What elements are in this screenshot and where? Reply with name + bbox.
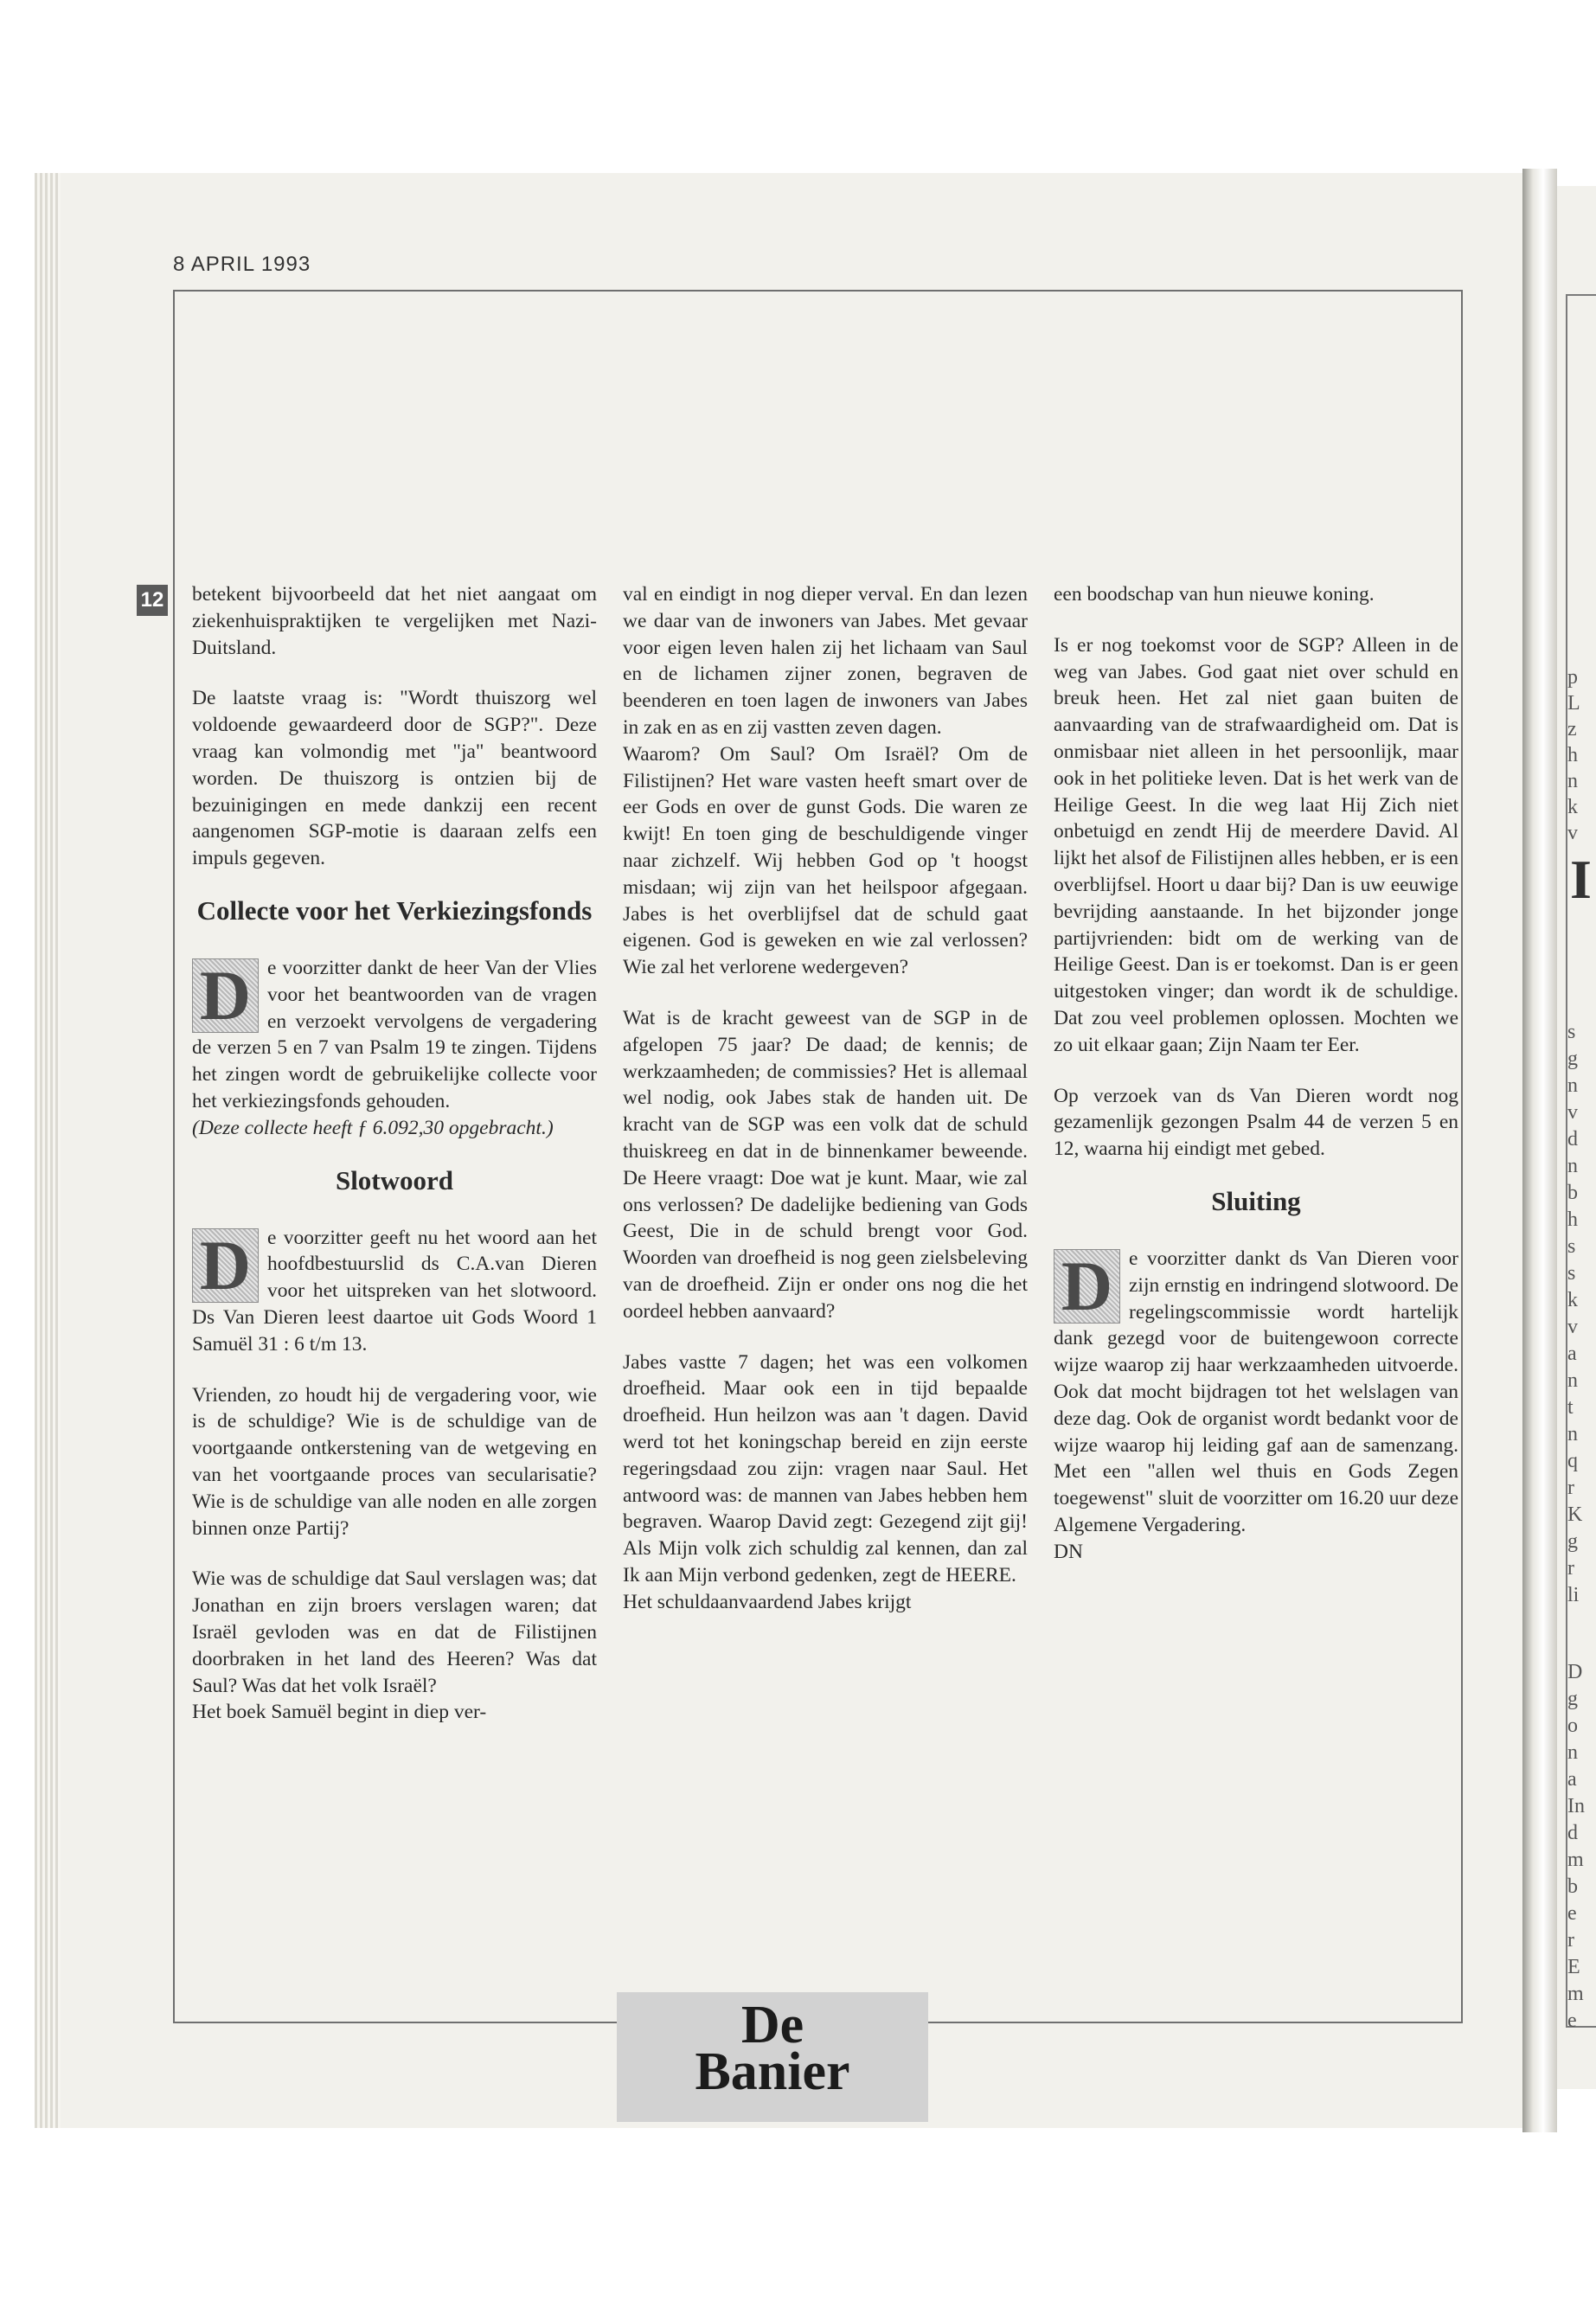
next-page-fragment: v xyxy=(1567,1101,1578,1124)
next-page-fragment: r xyxy=(1567,1929,1574,1952)
paragraph: e voorzitter dankt ds Van Dieren voor zijn ernstig en indringend slotwoord. De regelingscommissie wordt hartelijk dank gezegd voor de buitengewoon correcte wijze waarop zij haar werkzaamheden uitvoerde. Ook dat mocht bijdragen tot het welslagen van deze dag. Ook de organist wordt bedankt voor de wijze waarop hij leiding gaf aan de samenzang. Met een "allen wel thuis en Gods Zegen toegewenst" sluit de voorzitter om 16.20 uur deze Algemene Vergadering. xyxy=(1054,1247,1458,1536)
next-page-fragment: o xyxy=(1567,1715,1578,1737)
next-page-fragment: n xyxy=(1567,1074,1578,1097)
drop-cap: D xyxy=(1054,1249,1120,1324)
next-page-fragment: q xyxy=(1567,1450,1578,1472)
next-page-fragment: e xyxy=(1567,2009,1577,2032)
next-page-fragment: s xyxy=(1567,1262,1576,1285)
paragraph: val en eindigt in nog dieper verval. En dan lezen we daar van de inwoners van Jabes. Met gevaar voor eigen leven halen zij het lichaam van Saul en de lichamen zijner zonen, begraven de beenderen en toen lagen de inwoners van Jabes in zak en as en zij vastten zeven dagen. xyxy=(623,583,1028,739)
next-page-initial: I xyxy=(1570,849,1592,910)
drop-cap: D xyxy=(192,1228,259,1303)
next-page-fragment: b xyxy=(1567,1182,1578,1204)
paragraph: een boodschap van hun nieuwe koning. xyxy=(1054,583,1375,606)
column-1 xyxy=(192,581,597,1726)
next-page-fragment: z xyxy=(1567,718,1577,740)
next-page-fragment: n xyxy=(1567,1155,1578,1177)
next-page-fragment: v xyxy=(1567,1316,1578,1338)
next-page-fragment: k xyxy=(1567,796,1578,818)
column-3 xyxy=(1054,581,1458,1566)
paragraph: Het boek Samuël begint in diep ver- xyxy=(192,1701,487,1724)
column-2 xyxy=(623,581,1028,1615)
next-page-fragment: g xyxy=(1567,1688,1578,1710)
next-page-fragment: L xyxy=(1567,692,1580,715)
next-page-fragment: li xyxy=(1567,1584,1580,1606)
next-page-fragment: n xyxy=(1567,1741,1578,1764)
paragraph: e voorzitter geeft nu het woord aan het hoofdbestuurslid ds C.A.van Dieren voor het uitspreken van het slotwoord. Ds Van Dieren leest daartoe uit Gods Woord 1 Samuël 31 : 6 t/m 13. xyxy=(192,1226,597,1356)
next-page-fragment: r xyxy=(1567,1557,1574,1580)
paragraph: Vrienden, zo houdt hij de vergadering voor, wie is de schuldige? Wie is de schuldige van de voortgaande ontkerstening van de wetgeving en van het voortgaande proces van secularisatie? Wie is de schuldige van alle noden en alle zorgen binnen onze Partij? xyxy=(192,1383,597,1540)
paragraph: e voorzitter dankt de heer Van der Vlies voor het beantwoorden van de vragen en verzoekt vervolgens de vergadering de verzen 5 en 7 van Psalm 19 te zingen. Tijdens het zingen wordt de gebruikelijke collecte voor het verkiezingsfonds gehouden. xyxy=(192,956,597,1112)
book-binding xyxy=(1522,169,1557,2132)
next-page-fragment: K xyxy=(1567,1503,1583,1526)
next-page-fragment: d xyxy=(1567,1822,1578,1844)
paragraph: Waarom? Om Saul? Om Israël? Om de Filistijnen? Het ware vasten heeft smart over de eer Gods en over de gunst Gods. Die waren ze kwijt! En toen ging de beschuldigende vinger naar zichzelf. Wij hebben God op 't hoogst misdaan; wij zijn van het heilspoor afgegaan. Jabes is het overblijfsel dat de schuld gaat eigenen. God is geweken en wie zal verlossen? Wie zal het verlorene wedergeven? xyxy=(623,742,1028,979)
page-number: 12 xyxy=(137,585,168,616)
paragraph: De laatste vraag is: "Wordt thuiszorg wel voldoende gewaardeerd door de SGP?". Deze vraag kan volmondig met "ja" beantwoord worden. De thuiszorg is ontzien bij de bezuinigingen en mede dankzij een recent aangenomen SGP-motie is daaraan zelfs een impuls gegeven. xyxy=(192,687,597,870)
next-page-fragment: d xyxy=(1567,1128,1578,1150)
heading-collecte: Collecte voor het Verkiezingsfonds xyxy=(196,894,593,926)
next-page-fragment: t xyxy=(1567,1396,1574,1419)
paragraph: Wat is de kracht geweest van de SGP in de afgelopen 75 jaar? De daad; de kennis; de werkzaamheden; de commissies? Het is allemaal wel nodig, ook Jabes stak de handen uit. De kracht van de SGP was een volk dat de schuld thuiskreeg en dat in de binnenkamer beweende. De Heere vraagt: Doe wat je kunt. Maar, wie zal ons verlossen? De dadelijke bediening van Gods Geest, Die in de schuld brengt voor God. Woorden van droefheid is nog geen zielsbeleving van de droefheid. Zijn er onder ons nog die het oordeel hebben aanvaard? xyxy=(623,1006,1028,1323)
issue-date: 8 APRIL 1993 xyxy=(173,253,311,276)
next-page-fragment: D xyxy=(1567,1661,1583,1683)
next-page-fragment: n xyxy=(1567,1423,1578,1445)
next-page-fragment: m xyxy=(1567,1849,1584,1871)
next-page-fragment: n xyxy=(1567,770,1578,792)
paragraph: Op verzoek van ds Van Dieren wordt nog gezamenlijk gezongen Psalm 44 de verzen 5 en 12, waarna hij eindigt met gebed. xyxy=(1054,1084,1458,1161)
next-page-fragment: p xyxy=(1567,666,1578,689)
paragraph: Het schuldaanvaardend Jabes krijgt xyxy=(623,1590,912,1613)
heading-sluiting: Sluiting xyxy=(1211,1185,1301,1216)
next-page-fragment: r xyxy=(1567,1477,1574,1499)
author-initials: DN xyxy=(1054,1540,1083,1563)
collection-note: (Deze collecte heeft ƒ 6.092,30 opgebracht.) xyxy=(192,1116,554,1139)
page-edges xyxy=(35,173,61,2128)
next-page-fragment: e xyxy=(1567,1902,1577,1925)
next-page-fragment: a xyxy=(1567,1768,1577,1791)
drop-cap: D xyxy=(192,958,259,1033)
paragraph: Is er nog toekomst voor de SGP? Alleen in de weg van Jabes. God gaat niet over schuld en breuk heen. Het zal niet gaan buiten de aanvaarding van de strafwaardigheid om. Dat is onmisbaar niet alleen in het persoonlijk, maar ook in het politieke leven. Dat is het werk van de Heilige Geest. In die weg laat Hij Zich niet onbetuigd en zendt Hij de meerdere David. Al lijkt het alsof de Filistijnen alles hebben, er is een overblijfsel. Hoort u daar bij? Dan is uw eeuwige bevrijding aanstaande. In het bijzonder jonge partijvrienden: bidt om de werking van de Heilige Geest. Dan is er toekomst. Dan is er geen uitgestoken vinger; dan wordt ik de schuldige. Dat zou veel problemen oplossen. Mochten we zo uit elkaar gaan; Zijn Naam ter Eer. xyxy=(1054,633,1458,1056)
next-page-fragment: h xyxy=(1567,1208,1578,1231)
next-page-fragment: E xyxy=(1567,1956,1580,1978)
next-page-fragment: b xyxy=(1567,1875,1578,1898)
next-page-fragment: g xyxy=(1567,1530,1578,1553)
next-page-fragment: k xyxy=(1567,1289,1578,1311)
paragraph: Jabes vastte 7 dagen; het was een volkomen droefheid. Maar ook een in tijd bepaalde droefheid. Hun heilzon was aan 't dagen. David werd tot het koningschap bereid en zijn eerste regeringsdaad zou zijn: vragen naar Saul. Het antwoord was: de mannen van Jabes hebben hem begraven. Waarop David zegt: Gezegend zijt gij! Als Mijn volk zich schuldig zal kennen, dan zal Ik aan Mijn verbond gedenken, zegt de HEERE. xyxy=(623,1350,1028,1586)
paragraph: Wie was de schuldige dat Saul verslagen was; dat Jonathan en zijn broers verslagen waren; dat Israël gevloden was en dat de Filistijnen doorbraken in het land des Heeren? Was dat Saul? Was dat het volk Israël? xyxy=(192,1567,597,1697)
next-page-fragment: s xyxy=(1567,1021,1576,1043)
next-page-fragment: s xyxy=(1567,1235,1576,1258)
paragraph: betekent bijvoorbeeld dat het niet aangaat om ziekenhuispraktijken te vergelijken met Nazi-Duitsland. xyxy=(192,583,597,659)
logo-line-1: De xyxy=(740,1996,804,2054)
next-page-fragment: a xyxy=(1567,1343,1577,1365)
next-page-fragment: n xyxy=(1567,1369,1578,1392)
next-page-fragment: In xyxy=(1567,1795,1585,1817)
logo-line-2: Banier xyxy=(695,2042,850,2101)
next-page-fragment: v xyxy=(1567,822,1578,844)
heading-slotwoord: Slotwoord xyxy=(335,1164,454,1195)
next-page-fragment: h xyxy=(1567,744,1578,766)
next-page-fragment: g xyxy=(1567,1048,1578,1070)
next-page-fragment: m xyxy=(1567,1983,1584,2005)
de-banier-logo xyxy=(617,1992,928,2122)
